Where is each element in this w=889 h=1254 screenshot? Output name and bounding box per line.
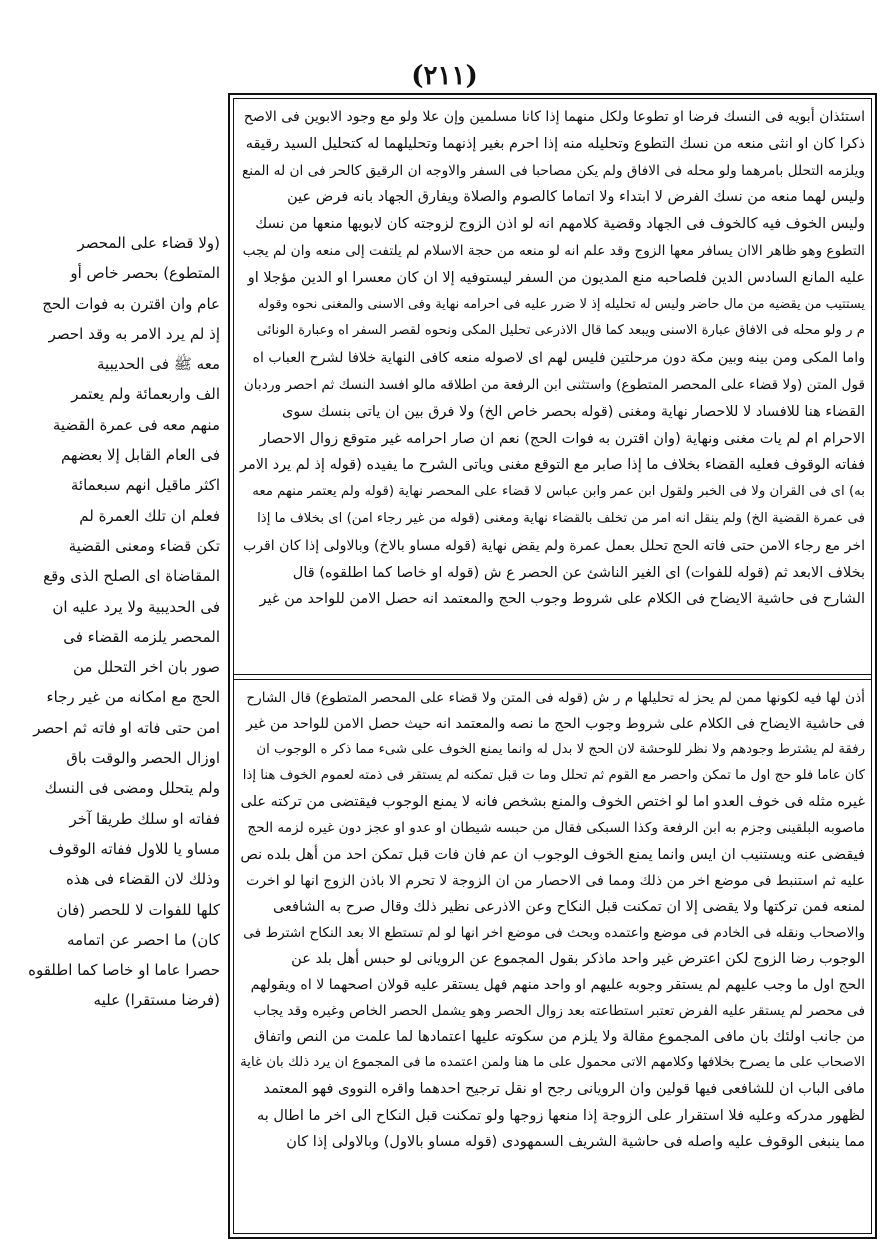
lower-text-line: كان عاما فلو حج اول ما تمكن واحصر مع القوم ثم تحلل وما ت قبل تمكنه لم يستقر فى ذمته لعموم الخوف هنا إذا bbox=[242, 768, 865, 784]
margin-text-line: عام وان اقترن به فوات الحج bbox=[42, 294, 220, 313]
margin-text-line: المحصر يلزمه القضاء فى bbox=[63, 627, 220, 646]
margin-text-line: كان) ما احصر عن اتمامه bbox=[66, 930, 220, 949]
upper-text-line: الاحرام ام لم يات مغنى ونهاية (وان اقترن به فوات الحج) نعم ان صار احرامه غير متوقع زوال الاحصار bbox=[259, 430, 865, 447]
lower-text-line: عليه ثم استنبط فى موضع اخر من ذلك ومما فى الاحصار من ان الزوجة لا تحرم الا باذن الزوج انها لو اخرت bbox=[245, 872, 865, 889]
margin-text-line: صور بان اخر التحلل من bbox=[72, 658, 220, 677]
lower-text-line: مافى الباب ان للشافعى فيها قولين وان الرويانى رجح او نقل ترجيح احدهما واقره النووى فهو المعتمد bbox=[263, 1081, 865, 1098]
lower-text-line: أذن لها فيه لكونها ممن لم يحز له تحليلها م ر ش (قوله فى المتن ولا قضاء على المحصر المتطوع) قال الشارح bbox=[246, 690, 865, 706]
upper-text-line: استئذان أبويه فى النسك فرضا او تطوعا ولكل منهما إذا كانا مسلمين وإن علا ولو مع وجود الابوين فى الاصح bbox=[243, 109, 865, 125]
section-divider bbox=[233, 674, 872, 680]
margin-text-line: (فرضا مستقرا) عليه bbox=[93, 991, 220, 1010]
margin-text-line: منهم معه فى عمرة القضية bbox=[52, 415, 220, 434]
upper-text-line: ففاته الوقوف فعليه القضاء بخلاف ما إذا صابر مع التوقع مغنى وياتى الشرح ما يفيده (قوله إذ لم يرد الامر bbox=[240, 457, 865, 474]
margin-main-text bbox=[10, 228, 220, 1010]
margin-text-line: المتطوع) بحصر خاص أو bbox=[70, 264, 220, 283]
upper-text-line: م ر ولو محله فى الافاق عبارة الاسنى ويبعد كما قال الاذرعى تحليل المكى ونحوه لقصر السفر اه وعبارة الونائى bbox=[256, 323, 865, 339]
lower-text-line: الوجوب رضا الزوج لكن اعترض غير واحد ماذكر بقول المجموع عن الرويانى لو حبس أهل بلد عن bbox=[291, 950, 865, 967]
margin-text-line: مساو يا للاول ففاته الوقوف bbox=[48, 839, 220, 858]
upper-text-line: عليه المانع السادس الدين فلصاحبه منع المديون من السفر ليستوفيه إلا ان كان معسرا او الدين مؤجلا او bbox=[247, 269, 865, 286]
page-number: (٢١١) bbox=[411, 61, 478, 91]
lower-text-line: فى محصر لم يستقر عليه الفرض تعتبر استطاعته بعد زوال الحصر وهو يشمل الحصر الخاص وغيره وقد يجاب bbox=[253, 1003, 865, 1020]
upper-text-line: فى عمرة القضية الخ) ولم ينقل انه امر من تخلف بالقضاء نهاية ومغنى (قوله من غير رجاء امن) اى بخلاف ما إذا bbox=[257, 510, 865, 526]
upper-text-line: وليس الخوف فيه كالخوف فى الجهاد وقضية كلامهم انه لو اذن الزوج لزوجته كان لابويها منعها من نسك bbox=[255, 216, 865, 233]
margin-text-line: الحج مع امكانه من غير رجاء bbox=[46, 688, 220, 707]
lower-text-line: من جانب اولئك بان مافى المجموع مقالة ولا يلزم من سكوته عليها اعتمادها لما علمت من النص واتفاق bbox=[254, 1029, 865, 1046]
margin-text-line: حصرا عاما او خاصا كما اطلقوه bbox=[28, 961, 220, 980]
lower-text-line: الحج اول ما وجب عليهم لم يستقر وجوبه عليهم او واحد منهم فهل يستقر عليه قولان اصحهما لا اه ويقولهم bbox=[250, 977, 865, 994]
margin-text-line: امن حتى فاته او فاته ثم احصر bbox=[33, 718, 220, 737]
margin-text-line: إذ لم يرد الامر به وقد احصر bbox=[48, 324, 220, 343]
margin-text-line: ولم يتحلل ومضى فى النسك bbox=[44, 779, 220, 798]
upper-text-line: ذكرا كان او انثى منعه من نسك التطوع وتحليله منه إذا احرم بغير إذنهما وتحليلهما له كتحليل السيد رقيقه bbox=[245, 135, 865, 152]
margin-text-line: اوزال الحصر والوقت باق bbox=[66, 749, 220, 768]
margin-text-line: ففاته او سلك طريقا آخر bbox=[69, 809, 220, 828]
lower-text-line: والاصحاب ونقله فى الخادم فى موضع واعتمده وبحث فى موضع اخر انها لو لم تستطع الا بعد النكاح اشترط فى bbox=[243, 924, 865, 941]
upper-text-line: ويلزمه التحلل بامرهما ولو محله فى الافاق ولم يكن مصاحبا فى السفر والاوجه ان الرقيق كالحر فى ان له المنع bbox=[241, 162, 865, 179]
margin-text-line: (ولا قضاء على المحصر bbox=[77, 234, 220, 252]
upper-text-line: التطوع وهو ظاهر الاان يسافر معها الزوج وقد علم انه لو منعه من حجة الاسلام لم يلتفت إلى منعه وان لم يجب bbox=[242, 242, 865, 259]
lower-text-line: رفقة لم يشترط وجودهم ولا نظر للوحشة لان الحج لا بدل له وانما يمنع الخوف على شىء مما ذكر ه الوجوب ان bbox=[256, 742, 865, 758]
lower-text-line: فيقضى عنه ويستنيب ان ايس وانما يمنع الخوف الوجوب ان عم فان فات قبل تمكن احد من أهل بلده نص bbox=[240, 846, 865, 863]
margin-text-line: كلها للفوات لا للحصر (فان bbox=[56, 900, 220, 919]
lower-text-line: الاصحاب على ما يصرح بخلافها وكلامهم الاتى محمول على ما هنا ولمن اعتمده ما فى المجموع ان يرد ذلك بان غاية bbox=[240, 1055, 865, 1071]
margin-text-line: فى الحديبية ولا يرد عليه ان bbox=[52, 597, 220, 616]
lower-text-line: لمنعه فمن تركتها ولا يقضى إلا ان تمكنت قبل النكاح وعن الاذرعى نظير ذلك وقال صرح به الشافعى bbox=[272, 898, 865, 915]
upper-text-line: اخر مع رجاء الامن حتى فاته الحج تحلل بعمل عمرة ولم يقض نهاية (قوله مساو بالاخ) وبالاولى إذا كان اقرب bbox=[243, 537, 865, 554]
upper-commentary-block bbox=[240, 104, 865, 670]
margin-text-line: فى العام القابل إلا بعضهم bbox=[60, 446, 220, 465]
lower-text-line: فى حاشية الايضاح فى الكلام على شروط وجوب الحج ما نصه والمعتمد انه حيث حصل الامن للواحد من غير bbox=[246, 716, 865, 733]
margin-text-line: معه ﷺ فى الحديبية bbox=[97, 355, 220, 374]
upper-text-line: يستتيب من يقضيه من مال حاضر وليس له تحليله إذ لا ضرر عليه فى احرامه نهاية وفى الاسنى والمغنى نحوه وقوله bbox=[258, 296, 865, 312]
margin-text-line: تكن قضاء ومعنى القضية bbox=[68, 536, 220, 555]
upper-text-line: القضاء هنا للافساد لا للاحصار نهاية ومغنى (قوله بحصر خاص الخ) ولا فرق بين ان ياتى بنسك سوى bbox=[282, 403, 865, 420]
margin-text-line: الف واربعمائة ولم يعتمر bbox=[71, 385, 220, 404]
upper-text-line: وليس لهما منعه من نسك الفرض لا ابتداء ولا اتماما كالصوم والصلاة ويفارق الجهاد بانه فرض عين bbox=[287, 189, 865, 206]
upper-text-line: قول المتن (ولا قضاء على المحصر المتطوع) واستثنى ابن الرفعة من اطلاقه مالو افسد النسك ثم احصر وردبان bbox=[243, 376, 865, 393]
lower-text-line: غيره مثله فى خوف العدو اما لو اختص الخوف والمنع بشخص فانه لا يمنع الوجوب فيقتضى من تركته على bbox=[240, 794, 865, 811]
margin-text-line: فعلم ان تلك العمرة لم bbox=[79, 506, 220, 525]
margin-text-line: اكثر ماقيل انهم سبعمائة bbox=[70, 476, 220, 495]
upper-text-line: به) اى فى القران ولا فى الخبر ولقول ابن عمر وابن عباس لا قضاء على المحصر نهاية (قوله ولم يعتمر منهم معه bbox=[252, 484, 865, 500]
lower-text-line: لظهور مدركه وعليه فلا استقرار على الزوجة إذا منعها زوجها ولو تمكنت قبل النكاح الى اخر ما اطال به bbox=[256, 1107, 865, 1124]
lower-text-line: ماصوبه البلقينى وجزم به ابن الرفعة وكذا السبكى فقال من حبسه شيطان او عدو او عجز دون غيره لزمه الحج bbox=[247, 820, 865, 837]
upper-text-line: بخلاف الابعد ثم (قوله للفوات) اى الغير الناشئ عن الحصر ع ش (قوله او خاصا كما اطلقوه) قال bbox=[292, 564, 865, 581]
lower-text-line: مما ينبغى الوقوف عليه واصله فى حاشية الشريف السمهودى (قوله مساو بالاول) وبالاولى إذا كان bbox=[286, 1133, 865, 1150]
upper-text-line: واما المكى ومن بينه وبين مكة دون مرحلتين فليس لهم اى لاصوله منعه كافى النهاية خلافا لشرح العباب اه bbox=[252, 350, 865, 367]
margin-text-line: وذلك لان القضاء فى هذه bbox=[65, 870, 220, 889]
lower-commentary-block bbox=[240, 685, 865, 1229]
margin-text-line: المقاضاة اى الصلح الذى وقع bbox=[43, 567, 220, 586]
upper-text-line: الشارح فى حاشية الايضاح فى الكلام على شروط وجوب الحج والمعتمد انه حصل الامن للواحد من غير bbox=[259, 591, 865, 608]
